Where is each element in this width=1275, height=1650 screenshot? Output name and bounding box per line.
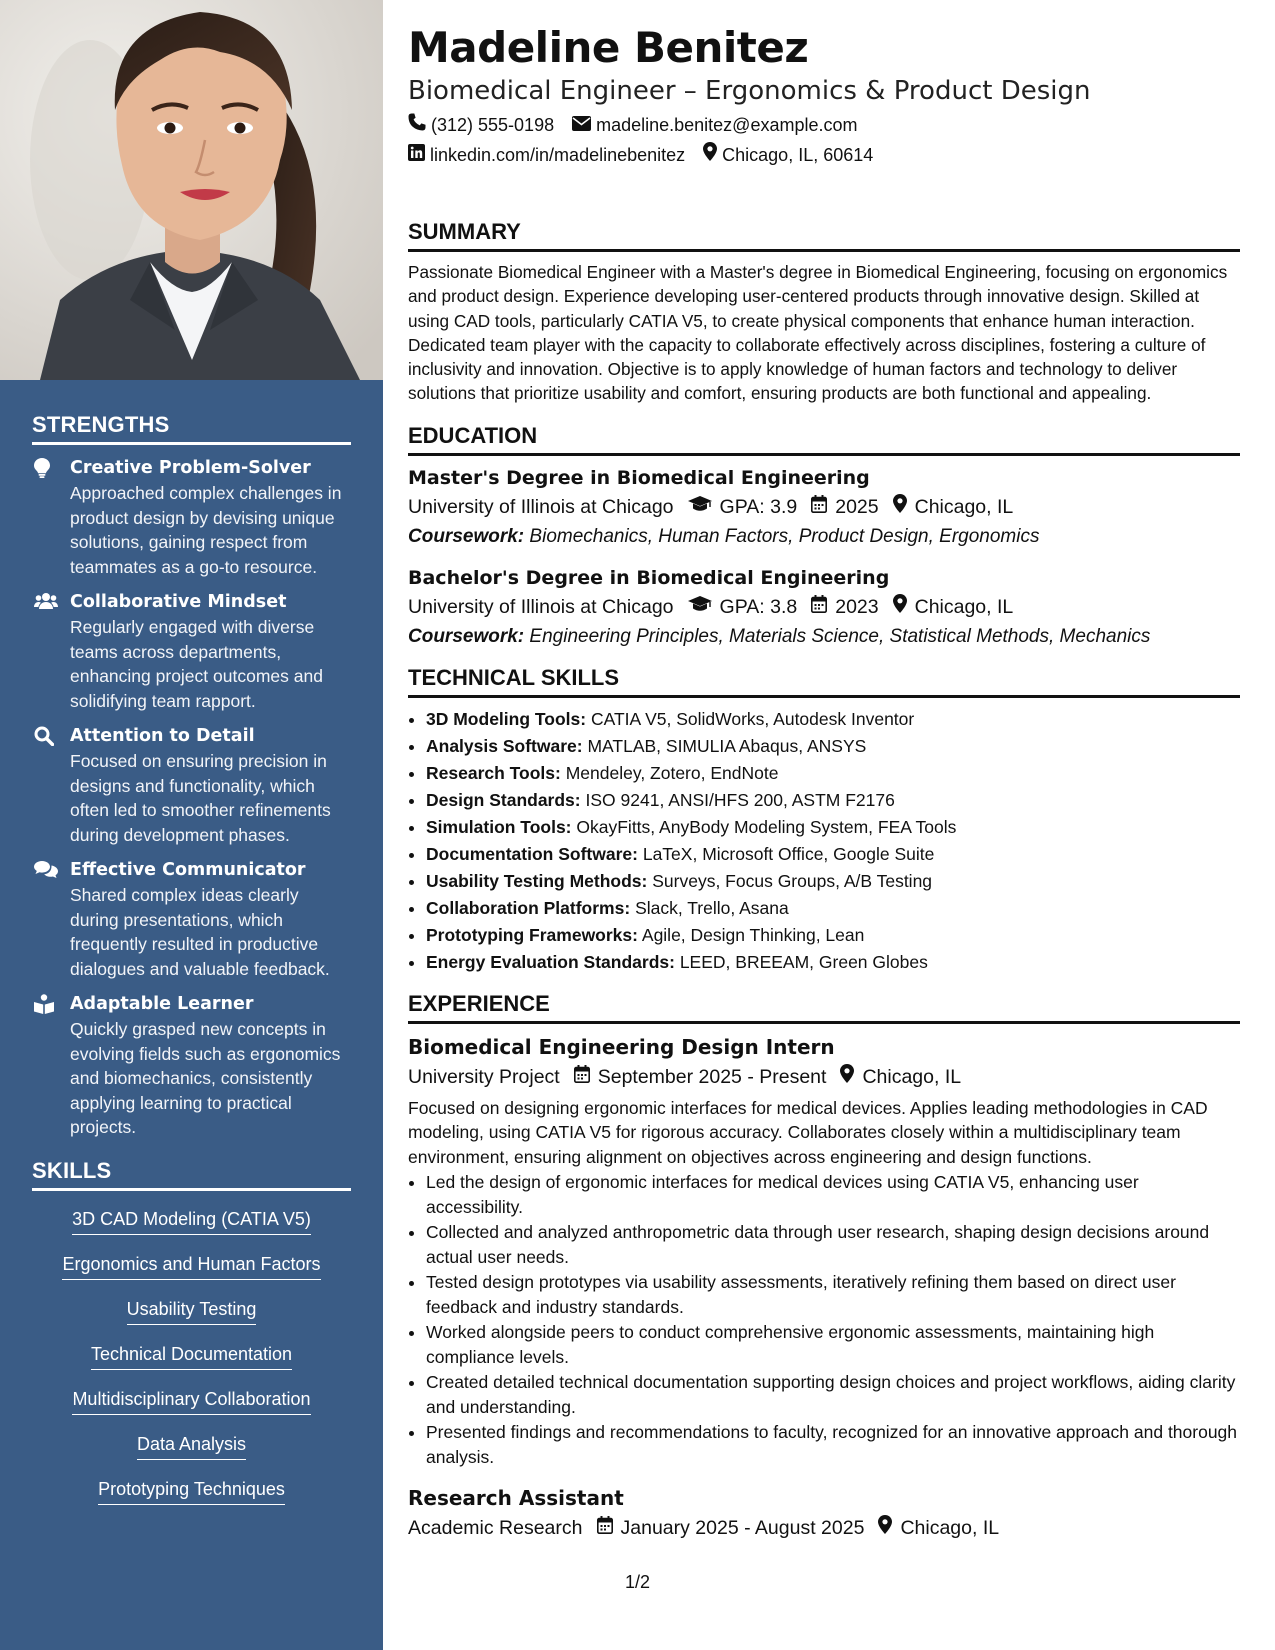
comments-icon [32,857,70,981]
location-text: Chicago, IL [914,495,1014,518]
strength-desc: Regularly engaged with diverse teams across departments, enhancing project outcomes and solidifying team rapport. [70,617,323,711]
education-heading: EDUCATION [408,422,1240,456]
map-marker-icon [893,492,915,522]
graduation-year [811,492,878,522]
location-text: Chicago, IL, 60614 [722,145,874,165]
phone-icon [408,112,431,138]
phone-contact [408,112,554,138]
list-item [426,949,1240,976]
list-item [426,814,1240,841]
education-entry [408,464,1240,552]
job-dates [574,1062,827,1092]
main-content [408,22,1240,1543]
strength-item [32,723,351,847]
linkedin-icon [408,142,430,168]
degree-title: Bachelor's Degree in Biomedical Engineering [408,566,890,589]
skill-value: OkayFitts, AnyBody Modeling System, FEA Tools [576,816,957,837]
graduation-year [811,592,878,622]
sidebar-content [32,412,351,1514]
linkedin-text[interactable]: linkedin.com/in/madelinebenitez [430,145,686,165]
list-item: • Led the design of ergonomic interfaces for medical devices using CATIA V5, enhancing user accessibility. [426,1170,1240,1219]
skill-label: Design Standards: [426,789,581,810]
strength-item [32,991,351,1140]
list-item: • Worked alongside peers to conduct comprehensive ergonomic assessments, maintaining high compliance levels. [426,1320,1240,1369]
coursework-label: Coursework: [408,525,525,547]
organization-text: Academic Research [408,1517,583,1540]
technical-skills-heading: TECHNICAL SKILLS [408,664,1240,698]
skill-tag: Ergonomics and Human Factors [62,1252,320,1280]
skill-label: Simulation Tools: [426,816,572,837]
school-text: University of Illinois at Chicago [408,595,674,618]
gpa [688,492,798,522]
skill-label: Analysis Software: [426,735,583,756]
organization [408,1062,560,1092]
skill-label: Energy Evaluation Standards: [426,951,675,972]
list-item [426,868,1240,895]
list-item [426,841,1240,868]
strength-item [32,857,351,981]
profile-photo [0,0,383,380]
skill-tags [32,1199,351,1514]
list-item [426,787,1240,814]
location-contact [703,142,873,168]
skill-value: CATIA V5, SolidWorks, Autodesk Inventor [590,708,915,729]
experience-section [408,990,1240,1544]
dates-text: January 2025 - August 2025 [620,1517,865,1540]
strength-title: Creative Problem-Solver [70,458,311,478]
email-text[interactable]: madeline.benitez@example.com [596,115,858,135]
summary-text: Passionate Biomedical Engineer with a Master's degree in Biomedical Engineering, focusing on ergonomics and product design. Experience developing user-centered products through innovative design. Skilled at using CAD tools, particularly CATIA V5, to create physical components that enhance human interaction. Dedicated team player with the capacity to collaborate effectively across disciplines, fostering a culture of inclusivity and innovation. Objective is to apply knowledge of human factors and technology to deliver solutions that prioritize usability and comfort, ensuring products are both functional and appealing. [408,262,1228,404]
skill-label: Documentation Software: [426,843,638,864]
email-contact [572,112,857,138]
skills-heading: SKILLS [32,1158,351,1191]
sidebar [0,0,383,1650]
coursework [408,622,1240,652]
skill-value: Slack, Trello, Asana [635,897,789,918]
skill-value: LEED, BREEAM, Green Globes [679,951,928,972]
graduation-cap-icon [688,592,720,622]
lightbulb-icon [32,455,70,579]
skill-value: Mendeley, Zotero, EndNote [565,762,779,783]
job-location [840,1062,961,1092]
strength-desc: Shared complex ideas clearly during presentations, which frequently resulted in productive dialogues and valuable feedback. [70,885,330,979]
education-section [408,422,1240,652]
candidate-title: Biomedical Engineer – Ergonomics & Product Design [408,76,1091,106]
contact-row [408,112,1240,138]
map-marker-icon [893,592,915,622]
list-item [426,895,1240,922]
organization-text: University Project [408,1065,560,1088]
school-text: University of Illinois at Chicago [408,495,674,518]
reader-icon [32,991,70,1140]
summary-heading: SUMMARY [408,218,1240,252]
location-text: Chicago, IL [900,1517,1000,1540]
school-name [408,492,674,522]
candidate-name: Madeline Benitez [408,23,809,72]
users-icon [32,589,70,713]
linkedin-contact [408,142,685,168]
education-location [893,492,1014,522]
year-text: 2025 [835,495,879,518]
phone-text[interactable]: (312) 555-0198 [431,115,555,135]
strength-desc: Approached complex challenges in product design by devising unique solutions, gaining respect from teammates as a go-to resource. [70,483,342,577]
coursework-text: Biomechanics, Human Factors, Product Design, Ergonomics [529,525,1040,547]
skill-value: ISO 9241, ANSI/HFS 200, ASTM F2176 [585,789,895,810]
technical-skills-section [408,664,1240,976]
education-location [893,592,1014,622]
graduation-cap-icon [688,492,720,522]
school-name [408,592,674,622]
list-item: • Created detailed technical documentation supporting design choices and project workflows, aiding clarity and understanding. [426,1370,1240,1419]
contact-row [408,142,1240,168]
skill-label: Collaboration Platforms: [426,897,631,918]
skill-tag: Prototyping Techniques [98,1477,285,1505]
gpa-text: GPA: 3.9 [719,495,798,518]
coursework-text: Engineering Principles, Materials Science, Statistical Methods, Mechanics [529,625,1151,647]
education-entry [408,564,1240,652]
summary-section [408,218,1240,406]
location-text: Chicago, IL [914,595,1014,618]
job-dates [597,1513,865,1543]
strength-desc: Focused on ensuring precision in designs and functionality, which often led to smoother refinements during development phases. [70,751,331,845]
education-meta [408,492,1240,522]
strengths-heading: STRENGTHS [32,412,351,445]
skill-value: MATLAB, SIMULIA Abaqus, ANSYS [587,735,867,756]
experience-meta [408,1062,1240,1092]
job-bullets [408,1170,1240,1469]
strength-title: Effective Communicator [70,860,306,880]
strength-item [32,455,351,579]
strength-title: Adaptable Learner [70,994,254,1014]
calendar-icon [811,592,835,622]
gpa [688,592,798,622]
calendar-icon [574,1062,598,1092]
organization [408,1513,583,1543]
strength-item [32,589,351,713]
skill-tag: Usability Testing [127,1297,257,1325]
strength-desc: Quickly grasped new concepts in evolving fields such as ergonomics and biomechanics, consistently applying learning to practical projects. [70,1019,341,1137]
map-marker-icon [840,1062,862,1092]
list-item [426,733,1240,760]
strength-title: Attention to Detail [70,726,255,746]
skill-label: Usability Testing Methods: [426,870,648,891]
experience-entry [408,1032,1240,1470]
map-marker-icon [703,142,722,168]
skill-label: Prototyping Frameworks: [426,924,638,945]
education-meta [408,592,1240,622]
map-marker-icon [878,1513,900,1543]
strength-title: Collaborative Mindset [70,592,287,612]
list-item: • Tested design prototypes via usability assessments, iteratively refining them based on direct user feedback and industry standards. [426,1270,1240,1319]
list-item [426,922,1240,949]
location-text: Chicago, IL [862,1065,962,1088]
list-item [426,706,1240,733]
list-item: • Presented findings and recommendations to faculty, recognized for an innovative approach and thorough analysis. [426,1420,1240,1469]
gpa-text: GPA: 3.8 [719,595,798,618]
coursework-label: Coursework: [408,625,525,647]
skill-tag: Data Analysis [137,1432,246,1460]
job-title: Research Assistant [408,1486,624,1511]
skill-tag: 3D CAD Modeling (CATIA V5) [72,1207,311,1235]
coursework [408,522,1240,552]
calendar-icon [597,1513,621,1543]
skill-label: Research Tools: [426,762,561,783]
job-description: Focused on designing ergonomic interfaces for medical devices. Applies leading methodologies in CAD modeling, using CATIA V5 for rigorous accuracy. Collaborates closely within a multidisciplinary team environment, ensuring alignment on objectives across engineering and design functions. [408,1097,1208,1167]
skill-value: LaTeX, Microsoft Office, Google Suite [642,843,935,864]
skill-tag: Multidisciplinary Collaboration [72,1387,310,1415]
skill-label: 3D Modeling Tools: [426,708,587,729]
technical-skills-list [408,706,1240,976]
year-text: 2023 [835,595,879,618]
search-icon [32,723,70,847]
skill-value: Agile, Design Thinking, Lean [641,924,865,945]
list-item: • Collected and analyzed anthropometric data through user research, shaping design decisions around actual user needs. [426,1220,1240,1269]
job-title: Biomedical Engineering Design Intern [408,1034,835,1059]
experience-meta [408,1513,1240,1543]
job-location [878,1513,999,1543]
experience-entry [408,1483,1240,1543]
skill-tag: Technical Documentation [91,1342,292,1370]
page-number: 1/2 [625,1572,651,1592]
envelope-icon [572,112,596,138]
experience-heading: EXPERIENCE [408,990,1240,1024]
skill-value: Surveys, Focus Groups, A/B Testing [652,870,933,891]
degree-title: Master's Degree in Biomedical Engineering [408,466,870,489]
dates-text: September 2025 - Present [597,1065,827,1088]
list-item [426,760,1240,787]
calendar-icon [811,492,835,522]
